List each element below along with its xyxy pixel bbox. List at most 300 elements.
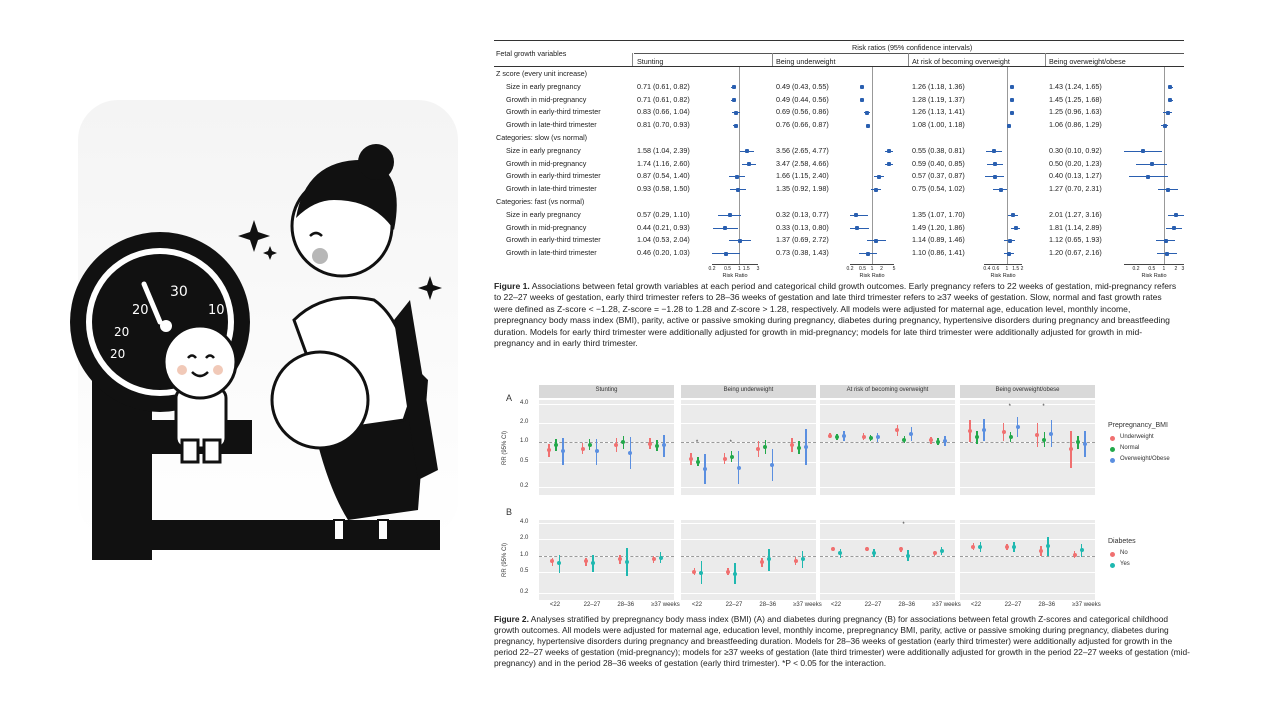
point-estimate xyxy=(732,98,736,102)
gridline xyxy=(681,423,816,424)
header-group: Risk ratios (95% confidence intervals) xyxy=(852,43,973,52)
point-estimate xyxy=(734,124,738,128)
facet-strip: Being overweight/obese xyxy=(960,385,1095,398)
x-tick-label: 0.2 xyxy=(708,266,716,272)
legend-item xyxy=(1108,445,1139,451)
point-estimate xyxy=(877,175,881,179)
x-tick-label: 28–36 xyxy=(898,602,916,608)
point-estimate xyxy=(1150,162,1154,166)
x-tick-label: ≥37 weeks xyxy=(1072,602,1101,608)
y-tick-label: 2.0 xyxy=(520,419,529,426)
facet-strip: Being underweight xyxy=(681,385,816,398)
point-estimate xyxy=(614,443,618,447)
point-estimate xyxy=(842,434,846,438)
scale-number: 20 xyxy=(110,347,126,361)
facet-strip: At risk of becoming overweight xyxy=(820,385,955,398)
x-tick-label: 1 xyxy=(1162,266,1166,272)
point-estimate xyxy=(1166,188,1170,192)
point-estimate xyxy=(747,162,751,166)
point-estimate xyxy=(1008,239,1012,243)
point-estimate xyxy=(865,547,869,551)
confidence-interval xyxy=(850,228,869,229)
point-estimate xyxy=(1014,226,1018,230)
gridline xyxy=(539,487,674,488)
section-title: Categories: fast (vs normal) xyxy=(496,197,585,206)
y-tick-label: 0.5 xyxy=(520,567,529,574)
gridline xyxy=(960,572,1095,573)
x-axis-label: Risk Ratio xyxy=(990,273,1016,279)
scale-number: 10 xyxy=(208,303,225,318)
x-axis-label: Risk Ratio xyxy=(1141,273,1167,279)
interaction-marker: * xyxy=(1042,404,1045,410)
x-tick-label: 1.5 xyxy=(1012,266,1020,272)
x-axis xyxy=(850,264,894,265)
reference-line xyxy=(1007,67,1008,264)
x-axis-label: Risk Ratio xyxy=(722,273,748,279)
point-estimate xyxy=(652,557,656,561)
risk-ratio-value: 1.08 (1.00, 1.18) xyxy=(912,120,965,130)
header-group-rule xyxy=(634,53,1184,54)
gridline xyxy=(820,593,955,594)
x-tick-label: 1 xyxy=(870,266,874,272)
point-estimate xyxy=(804,445,808,449)
y-axis-label: RR (95% CI) xyxy=(502,542,508,578)
y-tick-label: 0.5 xyxy=(520,457,529,464)
risk-ratio-value: 1.26 (1.18, 1.36) xyxy=(912,81,965,91)
point-estimate xyxy=(1005,545,1009,549)
column-divider xyxy=(772,53,773,66)
risk-ratio-value: 0.57 (0.37, 0.87) xyxy=(912,171,965,181)
risk-ratio-value: 1.58 (1.04, 2.39) xyxy=(637,145,690,155)
gridline xyxy=(539,404,674,405)
point-estimate xyxy=(703,467,707,471)
legend-item xyxy=(1108,434,1154,440)
legend-title: Prepregnancy_BMI xyxy=(1108,422,1168,429)
x-tick-label: 0.5 xyxy=(724,266,732,272)
pregnant-mother-child-scale-illustration xyxy=(58,100,468,560)
point-estimate xyxy=(1010,98,1014,102)
risk-ratio-value: 3.56 (2.65, 4.77) xyxy=(776,145,829,155)
risk-ratio-value: 0.49 (0.44, 0.56) xyxy=(776,94,829,104)
row-label: Growth in mid-pregnancy xyxy=(506,158,587,168)
row-label: Size in early pregnancy xyxy=(506,81,581,91)
point-estimate xyxy=(689,457,693,461)
point-estimate xyxy=(1083,442,1087,446)
risk-ratio-value: 1.37 (0.69, 2.72) xyxy=(776,235,829,245)
point-estimate xyxy=(887,162,891,166)
point-estimate xyxy=(794,559,798,563)
gridline xyxy=(960,462,1095,463)
point-estimate xyxy=(936,440,940,444)
section-title: Z score (every unit increase) xyxy=(496,69,588,78)
gridline xyxy=(681,593,816,594)
x-tick-label: 0.5 xyxy=(1148,266,1156,272)
x-tick-label: <22 xyxy=(830,602,842,608)
gridline xyxy=(820,523,955,524)
risk-ratio-value: 1.35 (0.92, 1.98) xyxy=(776,184,829,194)
point-estimate xyxy=(975,435,979,439)
x-tick-label: ≥37 weeks xyxy=(932,602,961,608)
risk-ratio-value: 1.04 (0.53, 2.04) xyxy=(637,235,690,245)
y-tick-label: 0.2 xyxy=(520,589,529,596)
legend-item xyxy=(1108,550,1128,556)
point-estimate xyxy=(648,442,652,446)
point-estimate xyxy=(978,545,982,549)
point-estimate xyxy=(662,443,666,447)
legend-swatch xyxy=(1110,458,1115,463)
x-axis xyxy=(1124,264,1184,265)
figure-1-caption xyxy=(494,281,1182,349)
x-tick-label: 0.4 xyxy=(983,266,991,272)
risk-ratio-value: 1.14 (0.89, 1.46) xyxy=(912,235,965,245)
header-variables: Fetal growth variables xyxy=(496,49,567,58)
x-tick-label: 2 xyxy=(1020,266,1024,272)
row-label: Size in early pregnancy xyxy=(506,145,581,155)
interaction-marker: * xyxy=(902,522,905,528)
x-tick-label: 0.2 xyxy=(846,266,854,272)
risk-ratio-value: 0.49 (0.43, 0.55) xyxy=(776,81,829,91)
point-estimate xyxy=(1163,124,1167,128)
point-estimate xyxy=(1168,98,1172,102)
legend-label: Overweight/Obese xyxy=(1120,456,1170,462)
gridline xyxy=(960,539,1095,540)
point-estimate xyxy=(655,444,659,448)
point-estimate xyxy=(874,239,878,243)
point-estimate xyxy=(584,559,588,563)
legend-item xyxy=(1108,561,1130,567)
point-estimate xyxy=(1168,85,1172,89)
x-tick-label: 3 xyxy=(1181,266,1185,272)
legend-swatch xyxy=(1110,563,1115,568)
risk-ratio-value: 1.45 (1.25, 1.68) xyxy=(1049,94,1102,104)
x-tick-label: 0.6 xyxy=(992,266,1000,272)
reference-line xyxy=(539,442,674,443)
gridline xyxy=(960,487,1095,488)
y-tick-label: 1.0 xyxy=(520,551,529,558)
panel-a-label: A xyxy=(506,393,513,403)
point-estimate xyxy=(1012,545,1016,549)
point-estimate xyxy=(595,449,599,453)
facet-panel xyxy=(681,400,816,495)
point-estimate xyxy=(723,457,727,461)
point-estimate xyxy=(732,85,736,89)
facet-panel xyxy=(820,520,955,600)
x-axis-label: Risk Ratio xyxy=(859,273,885,279)
risk-ratio-value: 1.26 (1.13, 1.41) xyxy=(912,107,965,117)
point-estimate xyxy=(968,429,972,433)
risk-ratio-value: 1.28 (1.19, 1.37) xyxy=(912,94,965,104)
risk-ratio-value: 0.73 (0.38, 1.43) xyxy=(776,248,829,258)
x-tick-label: 1 xyxy=(737,266,741,272)
risk-ratio-value: 1.81 (1.14, 2.89) xyxy=(1049,222,1102,232)
legend-swatch xyxy=(1110,447,1115,452)
point-estimate xyxy=(736,188,740,192)
point-estimate xyxy=(999,188,1003,192)
point-estimate xyxy=(735,175,739,179)
row-label: Growth in early-third trimester xyxy=(506,171,601,181)
legend-label: No xyxy=(1120,550,1128,556)
risk-ratio-value: 0.55 (0.38, 0.81) xyxy=(912,145,965,155)
point-estimate xyxy=(1007,252,1011,256)
point-estimate xyxy=(1042,438,1046,442)
point-estimate xyxy=(1035,433,1039,437)
point-estimate xyxy=(1166,111,1170,115)
risk-ratio-value: 1.25 (0.96, 1.63) xyxy=(1049,107,1102,117)
point-estimate xyxy=(1010,85,1014,89)
risk-ratio-value: 0.81 (0.70, 0.93) xyxy=(637,120,690,130)
point-estimate xyxy=(869,436,873,440)
point-estimate xyxy=(866,124,870,128)
x-tick-label: 3 xyxy=(756,266,760,272)
reference-line xyxy=(739,67,740,264)
panel-b-label: B xyxy=(506,507,513,517)
point-estimate xyxy=(1049,432,1053,436)
point-estimate xyxy=(1011,213,1015,217)
point-estimate xyxy=(1076,440,1080,444)
reference-line xyxy=(872,67,873,264)
risk-ratio-value: 1.49 (1.20, 1.86) xyxy=(912,222,965,232)
point-estimate xyxy=(547,448,551,452)
section-title: Categories: slow (vs normal) xyxy=(496,133,588,142)
point-estimate xyxy=(872,551,876,555)
x-tick-label: 1 xyxy=(1005,266,1009,272)
risk-ratio-value: 1.43 (1.24, 1.65) xyxy=(1049,81,1102,91)
risk-ratio-value: 0.40 (0.13, 1.27) xyxy=(1049,171,1102,181)
row-label: Size in early pregnancy xyxy=(506,209,581,219)
gridline xyxy=(681,404,816,405)
point-estimate xyxy=(1010,111,1014,115)
point-estimate xyxy=(723,226,727,230)
gridline xyxy=(960,423,1095,424)
facet-panel xyxy=(960,520,1095,600)
x-tick-label: 2 xyxy=(880,266,883,272)
point-estimate xyxy=(992,149,996,153)
figure-2-stratified-plots xyxy=(494,385,1234,610)
y-tick-label: 4.0 xyxy=(520,399,529,406)
legend-item xyxy=(1108,456,1170,462)
gridline xyxy=(960,523,1095,524)
point-estimate xyxy=(1146,175,1150,179)
x-tick-label: 28–36 xyxy=(617,602,635,608)
point-estimate xyxy=(993,175,997,179)
point-estimate xyxy=(737,466,741,470)
risk-ratio-value: 0.83 (0.66, 1.04) xyxy=(637,107,690,117)
point-estimate xyxy=(906,554,910,558)
point-estimate xyxy=(971,545,975,549)
row-label: Growth in early-third trimester xyxy=(506,107,601,117)
point-estimate xyxy=(943,439,947,443)
header-bottom-rule xyxy=(494,66,1184,67)
point-estimate xyxy=(692,570,696,574)
row-label: Growth in late-third trimester xyxy=(506,120,597,130)
x-tick-label: 2 xyxy=(1174,266,1178,272)
reference-line xyxy=(1164,67,1165,264)
point-estimate xyxy=(838,551,842,555)
point-estimate xyxy=(557,561,561,565)
point-estimate xyxy=(876,435,880,439)
risk-ratio-value: 0.33 (0.13, 0.80) xyxy=(776,222,829,232)
risk-ratio-value: 1.66 (1.15, 2.40) xyxy=(776,171,829,181)
point-estimate xyxy=(621,440,625,444)
gridline xyxy=(820,572,955,573)
risk-ratio-value: 0.32 (0.13, 0.77) xyxy=(776,209,829,219)
point-estimate xyxy=(728,213,732,217)
risk-ratio-value: 0.71 (0.61, 0.82) xyxy=(637,94,690,104)
scale-number: 30 xyxy=(170,284,188,300)
risk-ratio-value: 0.50 (0.20, 1.23) xyxy=(1049,158,1102,168)
y-axis-label: RR (95% CI) xyxy=(502,430,508,465)
gridline xyxy=(539,462,674,463)
risk-ratio-value: 0.69 (0.56, 0.86) xyxy=(776,107,829,117)
reference-line xyxy=(820,442,955,443)
legend-swatch xyxy=(1110,436,1115,441)
gridline xyxy=(820,423,955,424)
row-label: Growth in mid-pregnancy xyxy=(506,222,587,232)
figure-1-caption-label: Figure 1. xyxy=(494,281,530,291)
x-axis xyxy=(984,264,1022,265)
point-estimate xyxy=(1016,425,1020,429)
point-estimate xyxy=(696,460,700,464)
x-tick-label: ≥37 weeks xyxy=(793,602,822,608)
point-estimate xyxy=(902,438,906,442)
risk-ratio-value: 0.87 (0.54, 1.40) xyxy=(637,171,690,181)
risk-ratio-value: 1.12 (0.65, 1.93) xyxy=(1049,235,1102,245)
gridline xyxy=(681,523,816,524)
gridline xyxy=(681,462,816,463)
row-label: Growth in late-third trimester xyxy=(506,248,597,258)
point-estimate xyxy=(1007,124,1011,128)
point-estimate xyxy=(724,252,728,256)
point-estimate xyxy=(865,111,869,115)
point-estimate xyxy=(738,239,742,243)
facet-panel xyxy=(539,400,674,495)
point-estimate xyxy=(730,455,734,459)
x-tick-label: 5 xyxy=(892,266,896,272)
risk-ratio-value: 1.06 (0.86, 1.29) xyxy=(1049,120,1102,130)
facet-strip: Stunting xyxy=(539,385,674,398)
figure-1-forest-table xyxy=(494,40,1185,279)
gridline xyxy=(820,487,955,488)
column-divider xyxy=(908,53,909,66)
point-estimate xyxy=(618,557,622,561)
point-estimate xyxy=(835,435,839,439)
point-estimate xyxy=(855,226,859,230)
point-estimate xyxy=(866,252,870,256)
legend-label: Normal xyxy=(1120,445,1140,451)
figure-2-caption xyxy=(494,614,1194,669)
point-estimate xyxy=(581,447,585,451)
point-estimate xyxy=(1002,430,1006,434)
legend-label: Underweight xyxy=(1120,434,1154,440)
point-estimate xyxy=(625,560,629,564)
risk-ratio-value: 1.74 (1.16, 2.60) xyxy=(637,158,690,168)
row-label: Growth in early-third trimester xyxy=(506,235,601,245)
reference-line xyxy=(681,442,816,443)
gridline xyxy=(681,539,816,540)
point-estimate xyxy=(760,560,764,564)
point-estimate xyxy=(933,551,937,555)
point-estimate xyxy=(767,557,771,561)
x-tick-label: 22–27 xyxy=(583,602,601,608)
x-tick-label: <22 xyxy=(970,602,982,608)
point-estimate xyxy=(1164,239,1168,243)
risk-ratio-value: 0.46 (0.20, 1.03) xyxy=(637,248,690,258)
row-label: Growth in late-third trimester xyxy=(506,184,597,194)
point-estimate xyxy=(993,162,997,166)
column-divider xyxy=(632,53,633,66)
facet-panel xyxy=(820,400,955,495)
point-estimate xyxy=(1174,213,1178,217)
y-tick-label: 0.2 xyxy=(520,483,529,490)
gridline xyxy=(539,423,674,424)
interaction-marker: * xyxy=(1008,404,1011,410)
point-estimate xyxy=(1073,553,1077,557)
point-estimate xyxy=(659,556,663,560)
point-estimate xyxy=(756,447,760,451)
risk-ratio-value: 1.27 (0.70, 2.31) xyxy=(1049,184,1102,194)
gridline xyxy=(820,539,955,540)
y-tick-label: 4.0 xyxy=(520,519,529,526)
risk-ratio-value: 0.44 (0.21, 0.93) xyxy=(637,222,690,232)
legend-title: Diabetes xyxy=(1108,538,1136,545)
interaction-marker: * xyxy=(695,440,699,446)
point-estimate xyxy=(831,547,835,551)
point-estimate xyxy=(887,149,891,153)
figure-1-caption-text: Associations between fetal growth variables at each period and categorical child growth outcomes. Early pregnancy refers to 22 weeks of gestation, mid-pregnancy refers to 22–27 weeks of gestation, early third trimester refers to 28–36 weeks of gestation and late third trimester refers to ≥37 weeks of gestation. Slow, normal and fast growth rates were defined as Z-score < −1.28, Z-score = −1.28 to 1.28 and Z-score > 1.28, respectively. All models were adjusted for maternal age, education level, monthly income, prepregnancy body mass index (BMI), parity, active or passive smoking during pregnancy, diabetes during pregnancy, hypertensive disorders during pregnancy and breastfeeding duration. Models for early third trimester were additionally adjusted for growth in mid-pregnancy; models for late third trimester were additionally adjusted for growth in mid-pregnancy and in early third trimester. xyxy=(494,281,1177,349)
reference-line xyxy=(960,442,1095,443)
gridline xyxy=(539,539,674,540)
point-estimate xyxy=(1080,548,1084,552)
point-estimate xyxy=(874,188,878,192)
point-estimate xyxy=(860,98,864,102)
legend-swatch xyxy=(1110,552,1115,557)
point-estimate xyxy=(862,435,866,439)
point-estimate xyxy=(909,432,913,436)
gridline xyxy=(960,593,1095,594)
point-estimate xyxy=(734,111,738,115)
point-estimate xyxy=(1039,549,1043,553)
point-estimate xyxy=(1069,447,1073,451)
risk-ratio-value: 1.10 (0.86, 1.41) xyxy=(912,248,965,258)
outcome-header: At risk of becoming overweight xyxy=(912,57,1010,66)
point-estimate xyxy=(1165,252,1169,256)
x-tick-label: 28–36 xyxy=(1038,602,1056,608)
point-estimate xyxy=(1172,226,1176,230)
point-estimate xyxy=(550,559,554,563)
x-tick-label: 22–27 xyxy=(1004,602,1022,608)
figure-2-caption-text: Analyses stratified by prepregnancy body mass index (BMI) (A) and diabetes during pregnancy (B) for associations between fetal growth Z-scores and categorical childhood growth outcomes. All models were adjusted for maternal age, education level, monthly income, prepregnancy BMI, parity, active or passive smoking during pregnancy, diabetes during pregnancy, hypertensive disorders during pregnancy and breastfeeding duration. Models for 28–36 weeks of gestation (early third trimester) were additionally adjusted for growth in the period 22–27 weeks of gestation (mid-pregnancy); models for ≥37 weeks of gestation (late third trimester) were additionally adjusted for growth in the period 22–27 weeks of gestation (mid-pregnancy) and in the period 28–36 weeks of gestation (early third trimester). *P < 0.05 for the interaction. xyxy=(494,614,1190,668)
point-estimate xyxy=(899,547,903,551)
point-estimate xyxy=(561,449,565,453)
point-estimate xyxy=(628,451,632,455)
gridline xyxy=(681,487,816,488)
x-tick-label: 22–27 xyxy=(864,602,882,608)
x-tick-label: 28–36 xyxy=(759,602,777,608)
risk-ratio-value: 1.20 (0.67, 2.16) xyxy=(1049,248,1102,258)
point-estimate xyxy=(929,438,933,442)
point-estimate xyxy=(763,445,767,449)
table-top-rule xyxy=(494,40,1184,41)
confidence-interval xyxy=(850,215,868,216)
point-estimate xyxy=(554,443,558,447)
x-axis xyxy=(712,264,758,265)
risk-ratio-value: 1.35 (1.07, 1.70) xyxy=(912,209,965,219)
point-estimate xyxy=(699,571,703,575)
x-tick-label: 22–27 xyxy=(725,602,743,608)
gridline xyxy=(820,462,955,463)
outcome-header: Being underweight xyxy=(776,57,836,66)
risk-ratio-value: 0.59 (0.40, 0.85) xyxy=(912,158,965,168)
